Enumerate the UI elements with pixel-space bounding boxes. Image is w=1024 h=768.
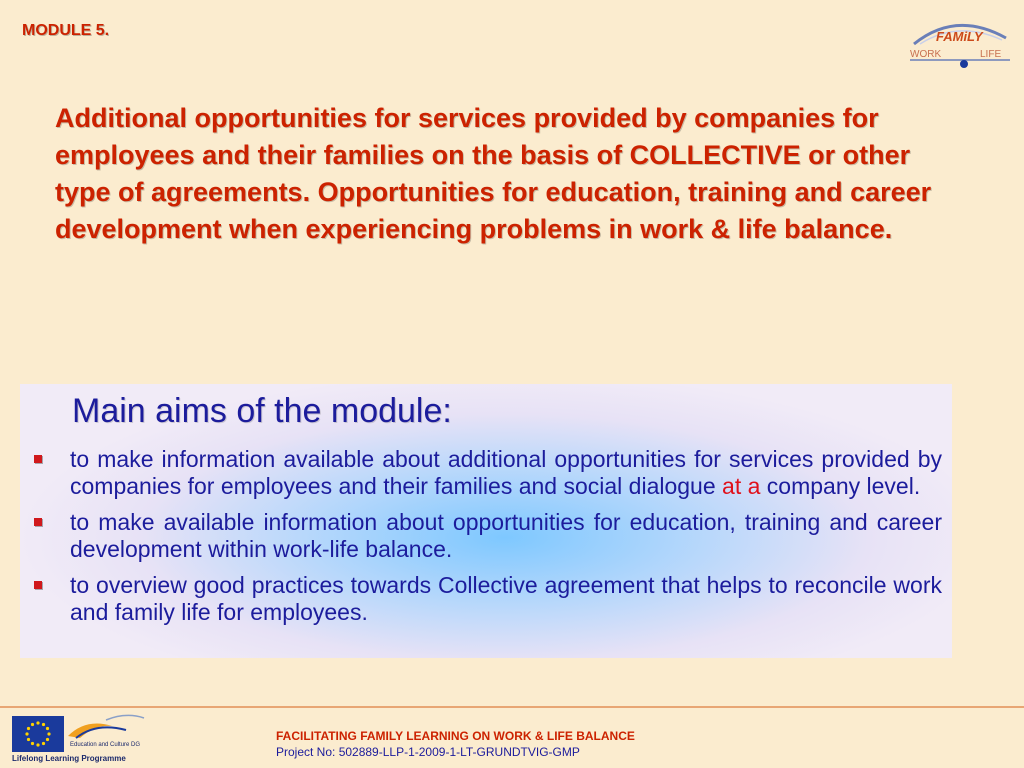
bullet-square-icon: [34, 581, 42, 589]
family-work-life-logo: [906, 14, 1014, 70]
aims-item-1-text: to make information available about additional opportunities for services provided by companies for employees and their families and social dialogue: [70, 446, 942, 499]
aims-title: Main aims of the module:: [72, 392, 452, 430]
aims-box: [20, 384, 952, 658]
aims-item-3-text: to overview good practices towards Collective agreement that helps to reconcile work and family life for employees.: [70, 572, 942, 625]
llp-label: Lifelong Learning Programme: [12, 754, 126, 763]
bullet-square-icon: [34, 518, 42, 526]
eu-flag-icon: [12, 716, 64, 752]
logo-family-text: FAMiLY: [936, 29, 983, 44]
aims-item-1-text-end: company level.: [760, 473, 921, 499]
aims-item: [30, 446, 942, 500]
module-label: MODULE 5.: [22, 22, 110, 39]
slide-heading: Additional opportunities for services provided by companies for employees and their families on the basis of COLLECTIVE or other type of agreements. Opportunities for education, training and career development when experiencing problems in work & life balance.: [55, 103, 932, 244]
dg-label: Education and Culture DG: [70, 742, 141, 748]
footer-project: Project No: 502889-LLP-1-2009-1-LT-GRUNDTVIG-GMP: [276, 745, 580, 759]
aims-item: [30, 509, 942, 563]
bullet-square-icon: [34, 455, 42, 463]
footer-divider: [0, 706, 1024, 708]
logo-work-text: WORK: [910, 49, 942, 60]
aims-list: [30, 446, 942, 635]
logo-life-text: LIFE: [980, 49, 1002, 60]
aims-item-1-highlight: at a: [722, 473, 761, 499]
aims-item-2-text: to make available information about opportunities for education, training and career development within work-life balance.: [70, 509, 942, 562]
aims-item: [30, 572, 942, 626]
footer-title: FACILITATING FAMILY LEARNING ON WORK & LIFE BALANCE: [276, 729, 635, 743]
